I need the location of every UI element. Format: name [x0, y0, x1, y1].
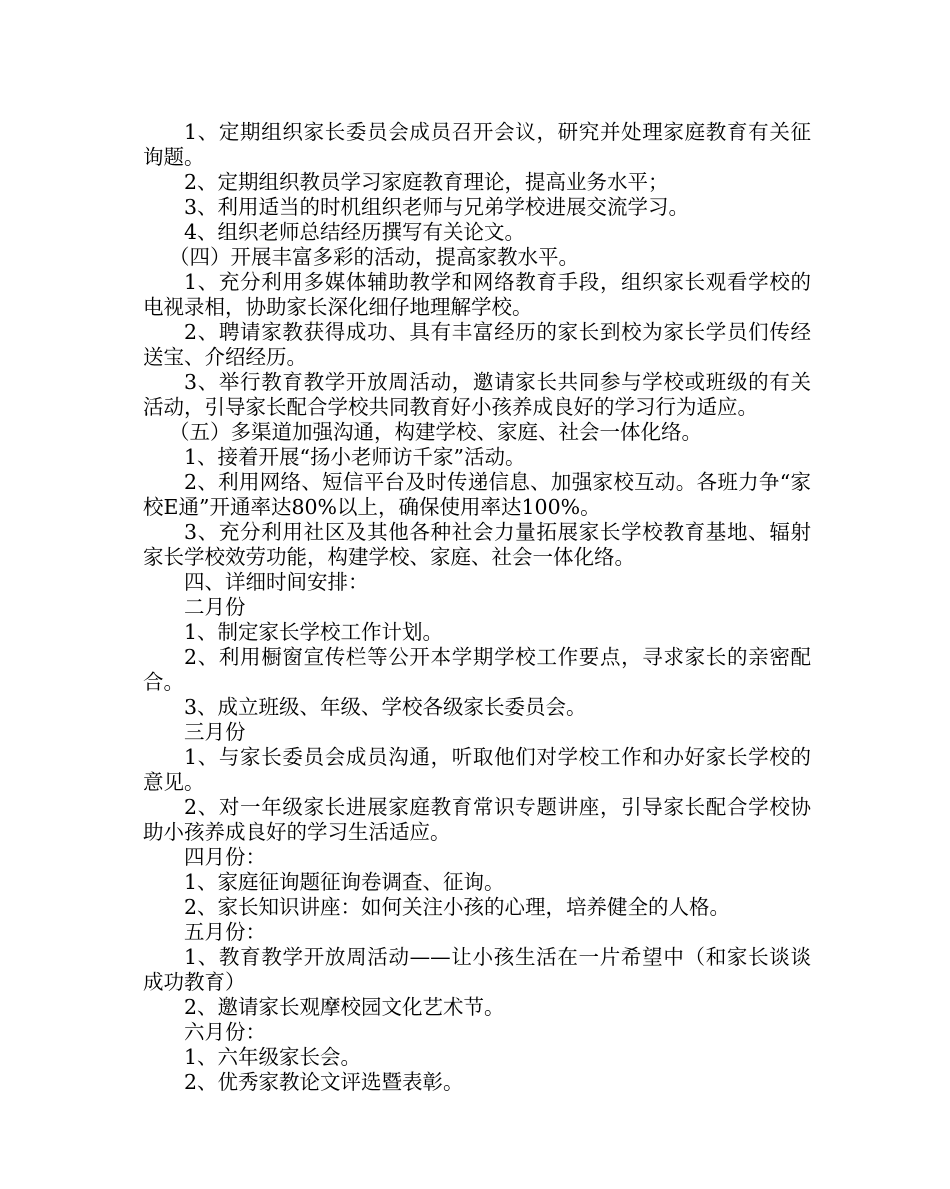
- list-item: 1、六年级家长会。: [184, 1045, 362, 1069]
- list-item: 2、邀请家长观摩校园文化艺术节。: [184, 995, 505, 1019]
- paragraph-meeting: 1、定期组织家长委员会成员召开会议，研究并处理家庭教育有关征询题。: [143, 120, 811, 169]
- paragraph-community: 3、充分利用社区及其他各种社会力量拓展家长学校教育基地、辐射家长学校效劳功能，构建学校、家庭、社会一体化络。: [143, 520, 811, 569]
- month-heading-april: 四月份：: [184, 845, 266, 869]
- month-heading-may: 五月份：: [184, 920, 266, 944]
- list-item: 3、成立班级、年级、学校各级家长委员会。: [184, 695, 587, 719]
- paragraph-home-visit: 1、接着开展“扬小老师访千家”活动。: [184, 445, 526, 469]
- paragraph-theory-study: 2、定期组织教员学习家庭教育理论，提高业务水平；: [184, 170, 669, 194]
- paragraph-multimedia: 1、充分利用多媒体辅助教学和网络教育手段，组织家长观看学校的电视录相，协助家长深化细仔地理解学校。: [143, 270, 811, 319]
- list-item: 1、制定家长学校工作计划。: [184, 620, 444, 644]
- list-item: 1、与家长委员会成员沟通，听取他们对学校工作和办好家长学校的意见。: [143, 745, 811, 794]
- section-heading-5: （五）多渠道加强沟通，构建学校、家庭、社会一体化络。: [169, 420, 702, 444]
- list-item: 1、家庭征询题征询卷调查、征询。: [184, 870, 505, 894]
- section-heading-schedule: 四、详细时间安排：: [184, 570, 369, 594]
- paragraph-experience: 2、聘请家教获得成功、具有丰富经历的家长到校为家长学员们传经送宝、介绍经历。: [143, 320, 811, 369]
- month-heading-june: 六月份：: [184, 1020, 266, 1044]
- month-heading-february: 二月份: [184, 595, 246, 619]
- section-heading-4: （四）开展丰富多彩的活动，提高家教水平。: [169, 245, 579, 269]
- list-item: 2、对一年级家长进展家庭教育常识专题讲座，引导家长配合学校协助小孩养成良好的学习生活适应。: [143, 795, 811, 844]
- list-item: 2、优秀家教论文评选暨表彰。: [184, 1070, 464, 1094]
- document-body: [143, 120, 811, 1095]
- paragraph-exchange: 3、利用适当的时机组织老师与兄弟学校进展交流学习。: [184, 195, 690, 219]
- list-item: 2、利用橱窗宣传栏等公开本学期学校工作要点，寻求家长的亲密配合。: [143, 645, 811, 694]
- list-item: 2、家长知识讲座：如何关注小孩的心理，培养健全的人格。: [184, 895, 731, 919]
- month-heading-march: 三月份: [184, 720, 246, 744]
- list-item: 1、教育教学开放周活动——让小孩生活在一片希望中（和家长谈谈成功教育）: [143, 945, 811, 994]
- paragraph-papers: 4、组织老师总结经历撰写有关论文。: [184, 220, 526, 244]
- paragraph-network: 2、利用网络、短信平台及时传递信息、加强家校互动。各班力争“家校E通”开通率达80%以上，确保使用率达100%。: [143, 470, 811, 519]
- paragraph-open-week: 3、举行教育教学开放周活动，邀请家长共同参与学校或班级的有关活动，引导家长配合学校共同教育好小孩养成良好的学习行为适应。: [143, 370, 811, 419]
